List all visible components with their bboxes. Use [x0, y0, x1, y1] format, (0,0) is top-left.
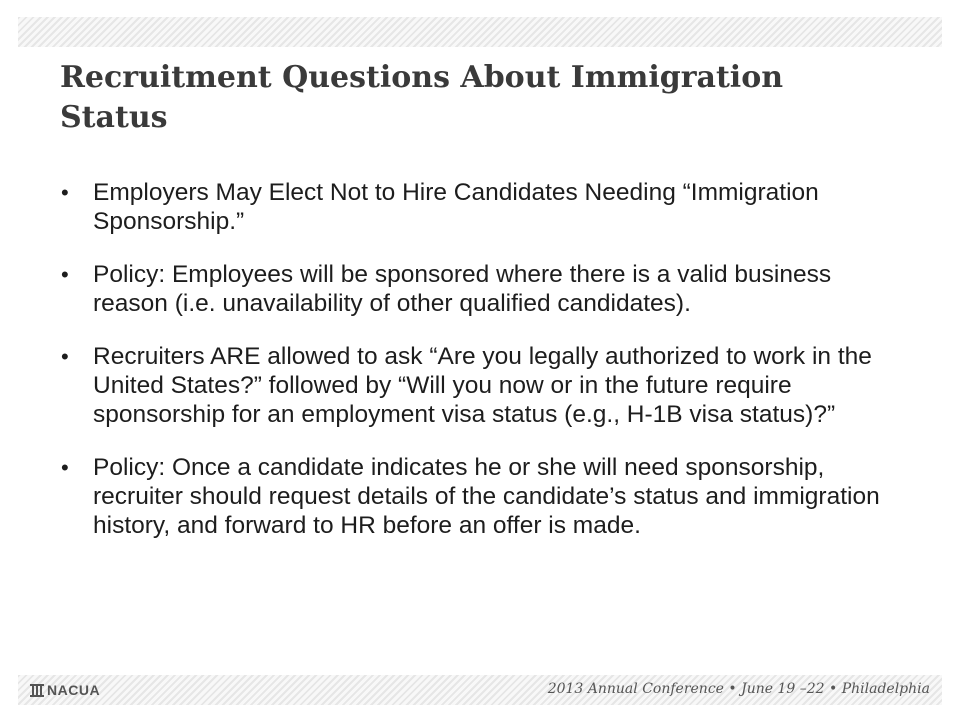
bullet-dot-icon: •: [61, 455, 69, 480]
bullet-item: [60, 342, 910, 429]
bullet-item: [60, 178, 910, 236]
nacua-logo: [30, 681, 100, 699]
logo-text: NACUA: [47, 682, 101, 698]
columns-icon: [30, 683, 44, 697]
bullet-dot-icon: •: [61, 262, 69, 287]
bullet-text: Policy: Employees will be sponsored where there is a valid business reason (i.e. unavailability of other qualified candidates).: [93, 261, 832, 317]
slide-title: Recruitment Questions About Immigration Status: [60, 60, 784, 135]
top-decorative-band: [18, 17, 942, 47]
bullet-dot-icon: •: [61, 180, 69, 205]
bullet-text: Recruiters ARE allowed to ask “Are you legally authorized to work in the United States?” followed by “Will you now or in the future require sponsorship for an employment visa status (e.g., H-1B visa status)?”: [93, 343, 872, 428]
bullet-item: [60, 260, 910, 318]
bullet-list: [60, 178, 910, 564]
conference-info: 2013 Annual Conference • June 19 –22 • Philadelphia: [547, 681, 930, 697]
bullet-text: Policy: Once a candidate indicates he or she will need sponsorship, recruiter should request details of the candidate’s status and immigration history, and forward to HR before an offer is made.: [93, 454, 880, 539]
bullet-item: [60, 453, 910, 540]
bullet-text: Employers May Elect Not to Hire Candidates Needing “Immigration Sponsorship.”: [93, 179, 819, 235]
bullet-dot-icon: •: [61, 344, 69, 369]
